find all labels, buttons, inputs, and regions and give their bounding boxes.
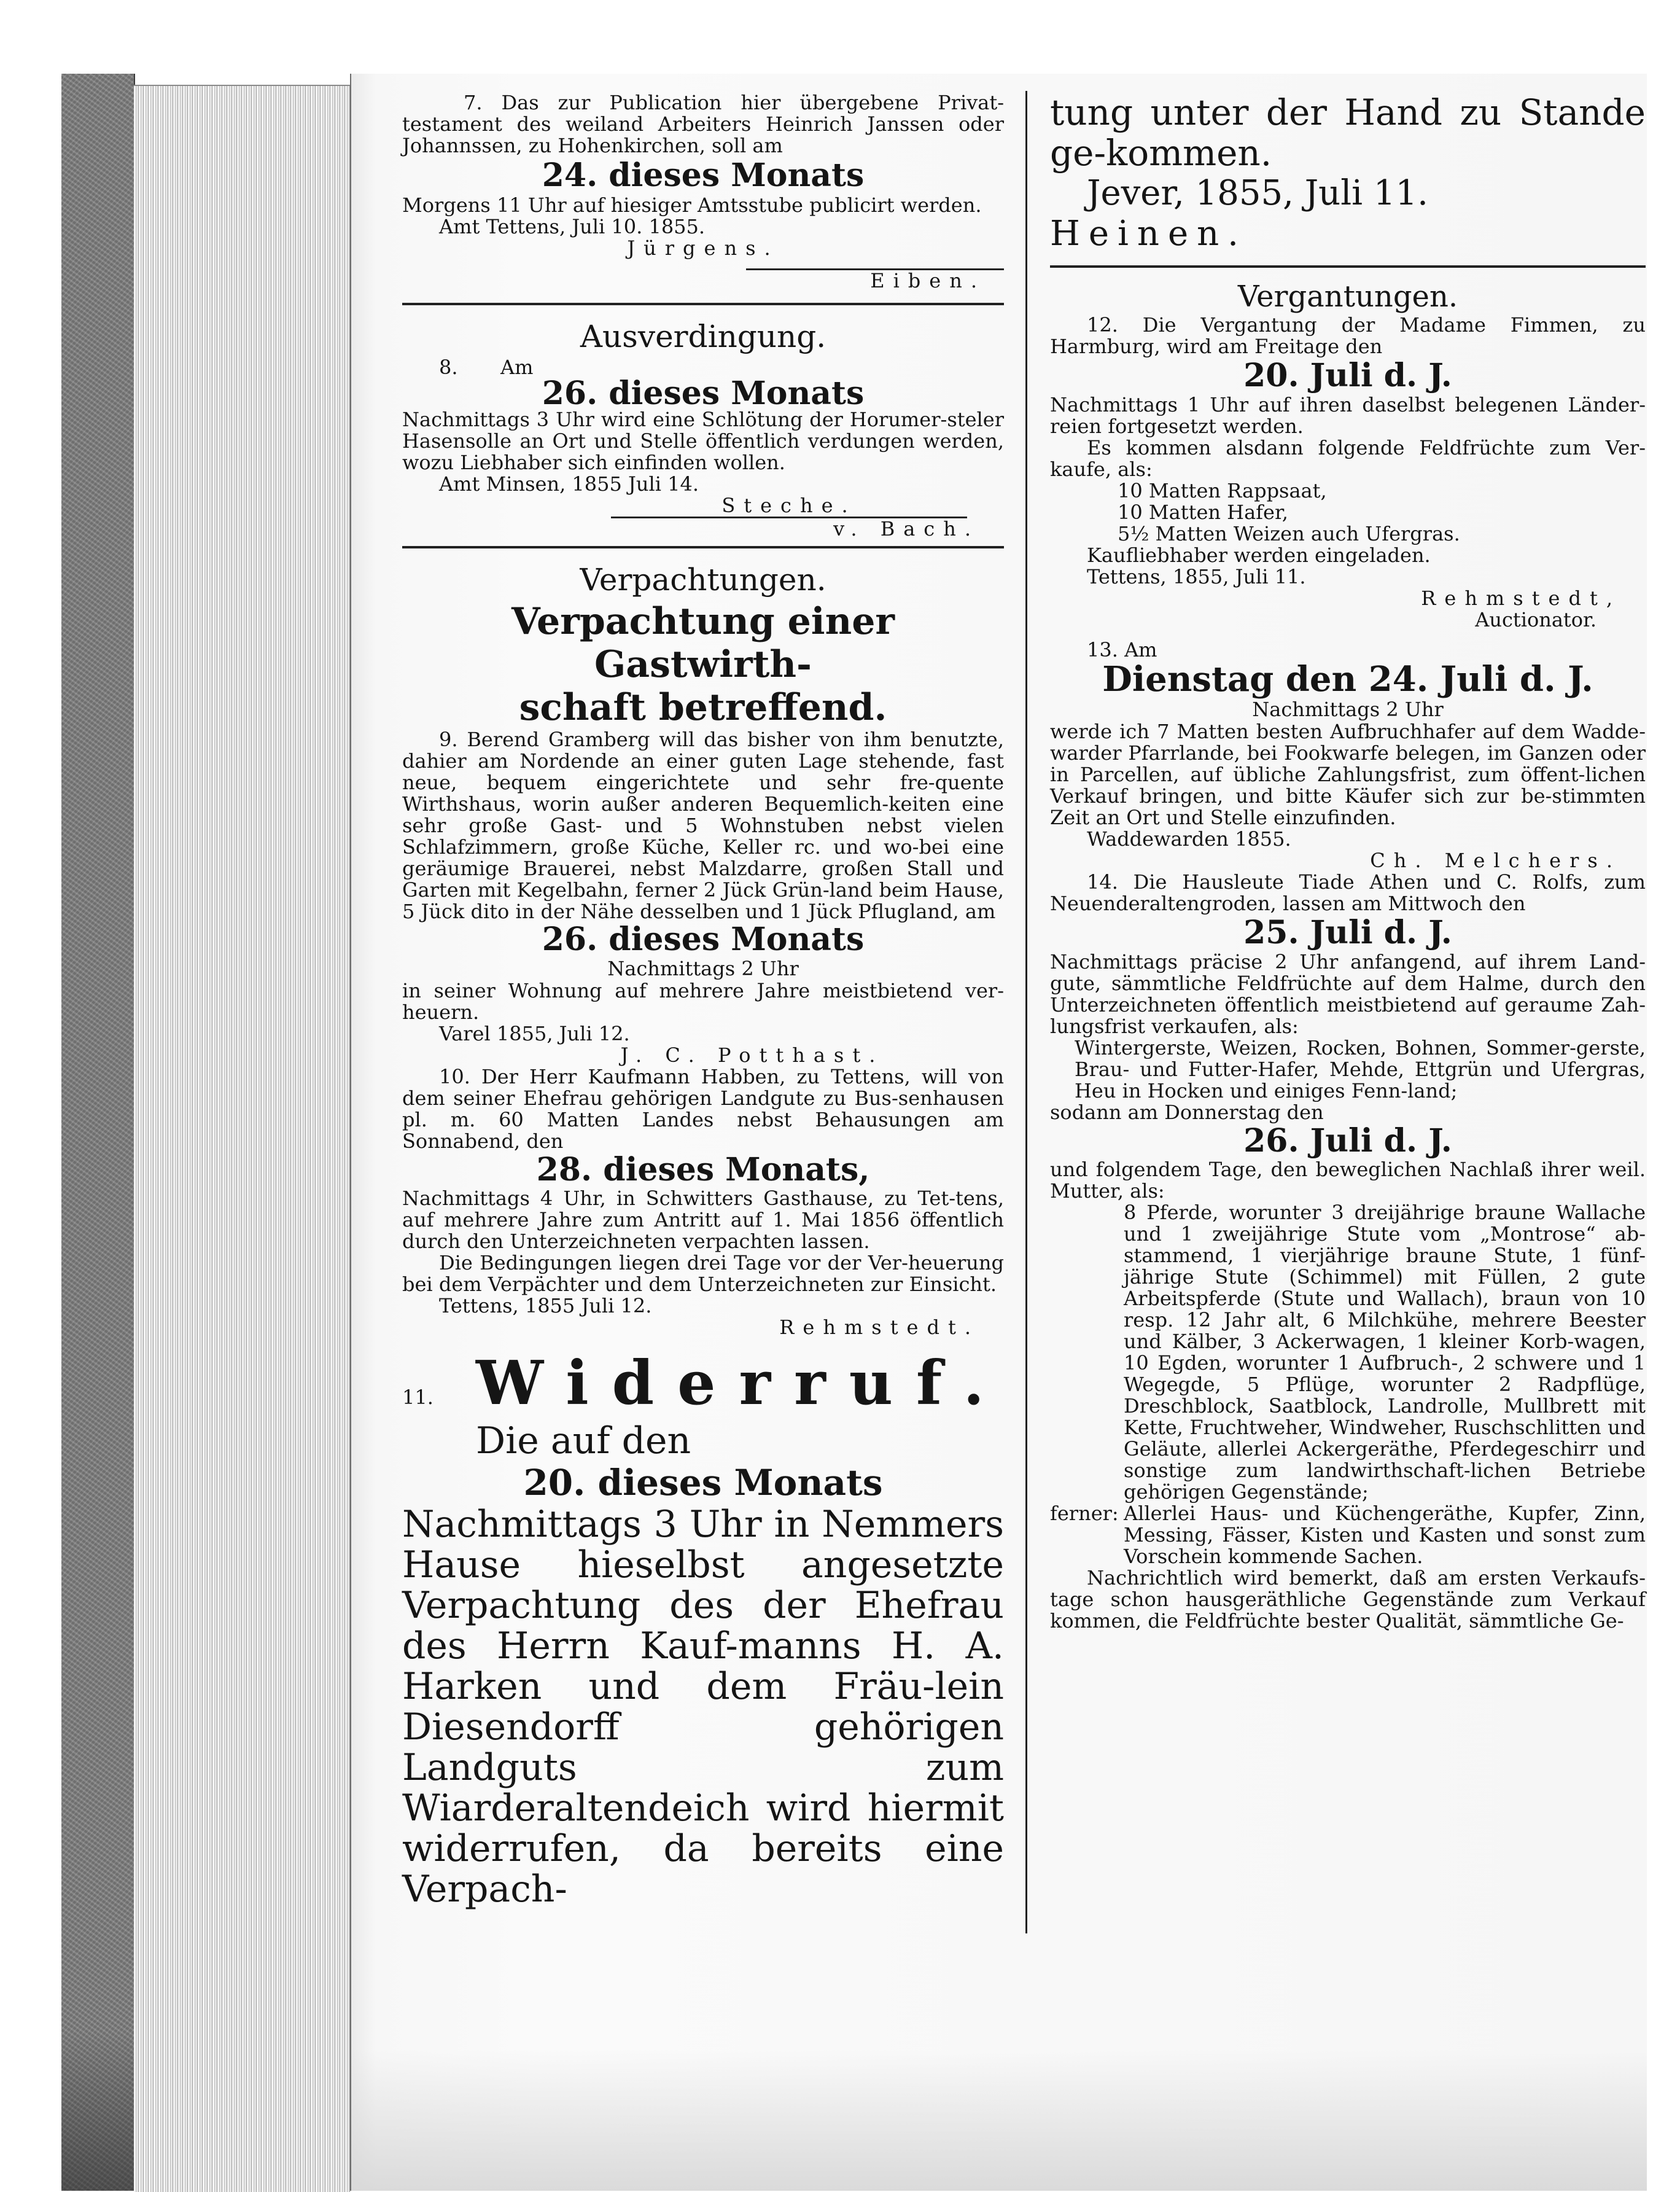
notice-7-signature-1: Jürgens. (627, 236, 779, 260)
notice-12-body-2: Nachmittags 1 Uhr auf ihren daselbst belegenen Länder-reien fortgesetzt werden. (1050, 393, 1646, 438)
notice-14-ferner: Allerlei Haus- und Küchengeräthe, Kupfer, Zinn, Messing, Fässer, Kisten und Kasten und sonst zum Vorschein kommende Sachen. (1124, 1502, 1646, 1568)
section-vergantungen (1050, 279, 1646, 1632)
notice-12-body-4: Kaufliebhaber werden eingeladen. (1087, 544, 1431, 567)
notice-7 (402, 92, 1004, 292)
notice-13-date: Dienstag den 24. Juli d. J. (1102, 659, 1593, 700)
verpachtung-subheading-2: schaft betreffend. (519, 686, 887, 729)
notice-10-body: 10. Der Herr Kaufmann Habben, zu Tettens, will von dem seiner Ehefrau gehörigen Landgute zu Bus-senhausen pl. m. 60 Matten Landes nebst Behausungen am Sonnabend, den (402, 1065, 1004, 1153)
notice-9-signature: J. C. Potthast. (620, 1043, 884, 1067)
notice-11-number: 11. (402, 1386, 434, 1409)
notice-11-continuation (1050, 92, 1646, 254)
notice-13-number: 13. Am (1087, 638, 1157, 661)
notice-14-note: Nachrichtlich wird bemerkt, daß am ersten Verkaufs-tage schon hausgeräthliche Gegenstände zum Verkauf kommen, die Feldfrüchte bester Qualität, sämmtliche Ge- (1050, 1566, 1646, 1632)
notice-14-body: 14. Die Hausleute Tiade Athen und C. Rolfs, zum Neuenderaltengroden, lassen am Mittwoch den (1050, 870, 1646, 915)
notice-13-time: Nachmittags 2 Uhr (1252, 698, 1444, 721)
notice-14-date-2: 26. Juli d. J. (1243, 1122, 1452, 1160)
continuation-signature: Heinen. (1050, 214, 1247, 254)
section-verpachtungen (402, 560, 1004, 1338)
notice-12-role: Auctionator. (1475, 608, 1596, 631)
vergantungen-heading: Vergantungen. (1237, 279, 1458, 314)
widerruf-body: Nachmittags 3 Uhr in Nemmers Hause hieselbst angesetzte Verpachtung des der Ehefrau des Herrn Kauf-manns H. A. Harken und dem Fräu-lein Diesendorff gehörigen Landguts zum Wiarderaltendeich wird hiermit widerrufen, da bereits eine Verpach- (402, 1503, 1004, 1911)
notice-13-body: werde ich 7 Matten besten Aufbruchhafer auf dem Wadde-warder Pfarrlande, bei Fookwarfe belegen, im Ganzen oder in Parcellen, auf übliche Zahlungsfrist, zum öffent-lichen Verkauf bringen, und bitte Käufer sich zur be-stimmten Zeit an Ort und Stelle einzufinden. (1050, 720, 1646, 829)
notice-8-date: 26. dieses Monats (542, 375, 865, 412)
notice-8-body: Nachmittags 3 Uhr wird eine Schlötung der Horumer-steler Hasensolle an Ort und Stelle öffentlich verdungen werden, wozu Liebhaber sich einfinden wollen. (402, 408, 1004, 474)
notice-8-signature-1: Steche. (611, 495, 967, 518)
notice-12-place: Tettens, 1855, Juli 11. (1087, 565, 1306, 588)
notice-10-signature: Rehmstedt. (779, 1316, 979, 1339)
left-column (402, 91, 1008, 1911)
notice-9-place: Varel 1855, Juli 12. (439, 1022, 630, 1045)
notice-8-am: Am (500, 356, 534, 379)
notice-12-signature: Rehmstedt, (1421, 587, 1621, 610)
notice-14-list-1: Wintergerste, Weizen, Rocken, Bohnen, Sommer-gerste, Brau- und Futter-Hafer, Mehde, Ettgrün und Ufergras, Heu in Hocken und einiges Fenn-land; (1075, 1036, 1646, 1102)
widerruf-heading-line (402, 1347, 1008, 1421)
notice-10-place: Tettens, 1855 Juli 12. (439, 1294, 652, 1317)
notice-9-time: Nachmittags 2 Uhr (607, 957, 799, 980)
notice-14-body-3: sodann am Donnerstag den (1050, 1101, 1324, 1124)
notice-10-date: 28. dieses Monats, (536, 1151, 870, 1188)
notice-9-body: 9. Berend Gramberg will das bisher von ihm benutzte, dahier am Nordende an einer guten Lage stehende, fast neue, bequem eingerichtete und sehr fre-quente Wirthshaus, worin außer anderen Bequemlich-keiten eine sehr große Gast- und 5 Wohnstuben nebst vielen Schlafzimmern, große Küche, Keller rc. und wo-bei eine geräumige Brauerei, nebst Malzdarre, großen Stall und Garten mit Kegelbahn, ferner 2 Jück Grün-land beim Hause, 5 Jück dito in der Nähe desselben und 1 Jück Pflugland, am (402, 728, 1004, 923)
notice-14-ferner-label: ferner: (1050, 1502, 1119, 1525)
right-column (1050, 92, 1646, 1632)
notice-12-item: 5½ Matten Weizen auch Ufergras. (1118, 522, 1460, 545)
column-divider (1025, 91, 1027, 1933)
section-rule (402, 303, 1004, 305)
section-widerruf (402, 1347, 1008, 1911)
notice-8-number: 8. (439, 356, 458, 379)
notice-12-date: 20. Juli d. J. (1243, 357, 1452, 394)
notice-10-body-3: Die Bedingungen liegen drei Tage vor der Ver-heuerung bei dem Verpächter und dem Unterzeichneten zur Einsicht. (402, 1251, 1004, 1296)
book-cover-edge (61, 74, 135, 2191)
verpachtungen-heading: Verpachtungen. (580, 562, 826, 598)
section-ausverdingung (402, 316, 1004, 540)
page-bottom-shadow (351, 2050, 1647, 2191)
notice-14-date: 25. Juli d. J. (1243, 914, 1452, 951)
notice-7-signature-2: Eiben. (746, 268, 1004, 292)
notice-14-list-2: 8 Pferde, worunter 3 dreijährige braune Wallache und 1 zweijährige Stute vom „Montrose“ ab-stammend, 1 vierjährige braune Stute, 1 fünf-jährige Stute (Schimmel) mit Füllen, 2 gute Arbeitspferde (Stute und Wallach), braun von 10 resp. 12 Jahr alt, 6 Milchkühe, mehrere Beester und Kälber, 3 Ackerwagen, 1 kleiner Korb-wagen, 10 Egden, worunter 1 Aufbruch-, 2 schwere und 1 Wegegde, 5 Pflüge, worunter 2 Radpflüge, Dreschblock, Saatblock, Landrolle, Mullbrett mit Kette, Fruchtweher, Windweher, Ruschschlitten und Geläute, allerlei Ackergeräthe, Pferdegeschirr und sonstige zum landwirthschaft-lichen Betriebe gehörigen Gegenstände; (1124, 1201, 1646, 1504)
notice-8-signature-2: v. Bach. (833, 517, 979, 540)
notice-7-date: 24. dieses Monats (542, 157, 865, 194)
ausverdingung-heading: Ausverdingung. (580, 319, 826, 354)
notice-9-body-2: in seiner Wohnung auf mehrere Jahre meistbietend ver-heuern. (402, 979, 1004, 1024)
notice-12-item: 10 Matten Rappsaat, (1118, 479, 1327, 502)
notice-12-body-3: Es kommen alsdann folgende Feldfrüchte zum Ver-kaufe, als: (1050, 436, 1646, 481)
notice-12-body: 12. Die Vergantung der Madame Fimmen, zu Harmburg, wird am Freitage den (1050, 313, 1646, 358)
page-stack-edges (134, 85, 350, 2192)
notice-13-place: Waddewarden 1855. (1087, 827, 1291, 851)
notice-13-signature: Ch. Melchers. (1370, 849, 1621, 872)
notice-7-text: 7. Das zur Publication hier übergebene Privat-testament des weiland Arbeiters Heinrich Janssen oder Johannssen, zu Hohenkirchen, soll am (402, 91, 1004, 157)
notice-10-body-2: Nachmittags 4 Uhr, in Schwitters Gasthause, zu Tet-tens, auf mehrere Jahre zum Antritt auf 1. Mai 1856 öffentlich durch den Unterzeichneten verpachten lassen. (402, 1187, 1004, 1253)
notice-7-sig2-wrap (746, 263, 1004, 265)
notice-8-place: Amt Minsen, 1855 Juli 14. (439, 472, 699, 496)
continuation-place: Jever, 1855, Juli 11. (1087, 173, 1428, 213)
verpachtung-subheading-1: Verpachtung einer Gastwirth- (511, 600, 895, 686)
notice-14-body-2: Nachmittags präcise 2 Uhr anfangend, auf ihrem Land-gute, sämmtliche Feldfrüchte auf dem Halme, durch den Unterzeichneten öffentlich meistbietend auf geraume Zah-lungsfrist verkaufen, als: (1050, 950, 1646, 1038)
widerruf-date: 20. dieses Monats (523, 1462, 883, 1504)
section-rule (1050, 265, 1646, 268)
section-rule (402, 546, 1004, 548)
cover-shadow (61, 2031, 134, 2191)
notice-7-place: Amt Tettens, Juli 10. 1855. (439, 215, 706, 238)
continuation-body: tung unter der Hand zu Stande ge-kommen. (1050, 92, 1646, 174)
notice-9-date: 26. dieses Monats (542, 921, 865, 958)
widerruf-heading: Widerruf. (476, 1348, 1008, 1419)
notice-12-item: 10 Matten Hafer, (1118, 501, 1288, 524)
notice-7-body: Morgens 11 Uhr auf hiesiger Amtsstube publicirt werden. (402, 193, 982, 217)
notice-14-ferner-row (1050, 1503, 1646, 1567)
notice-14-body-4: und folgendem Tage, den beweglichen Nachlaß ihrer weil. Mutter, als: (1050, 1158, 1646, 1203)
widerruf-line-1: Die auf den (476, 1419, 691, 1462)
